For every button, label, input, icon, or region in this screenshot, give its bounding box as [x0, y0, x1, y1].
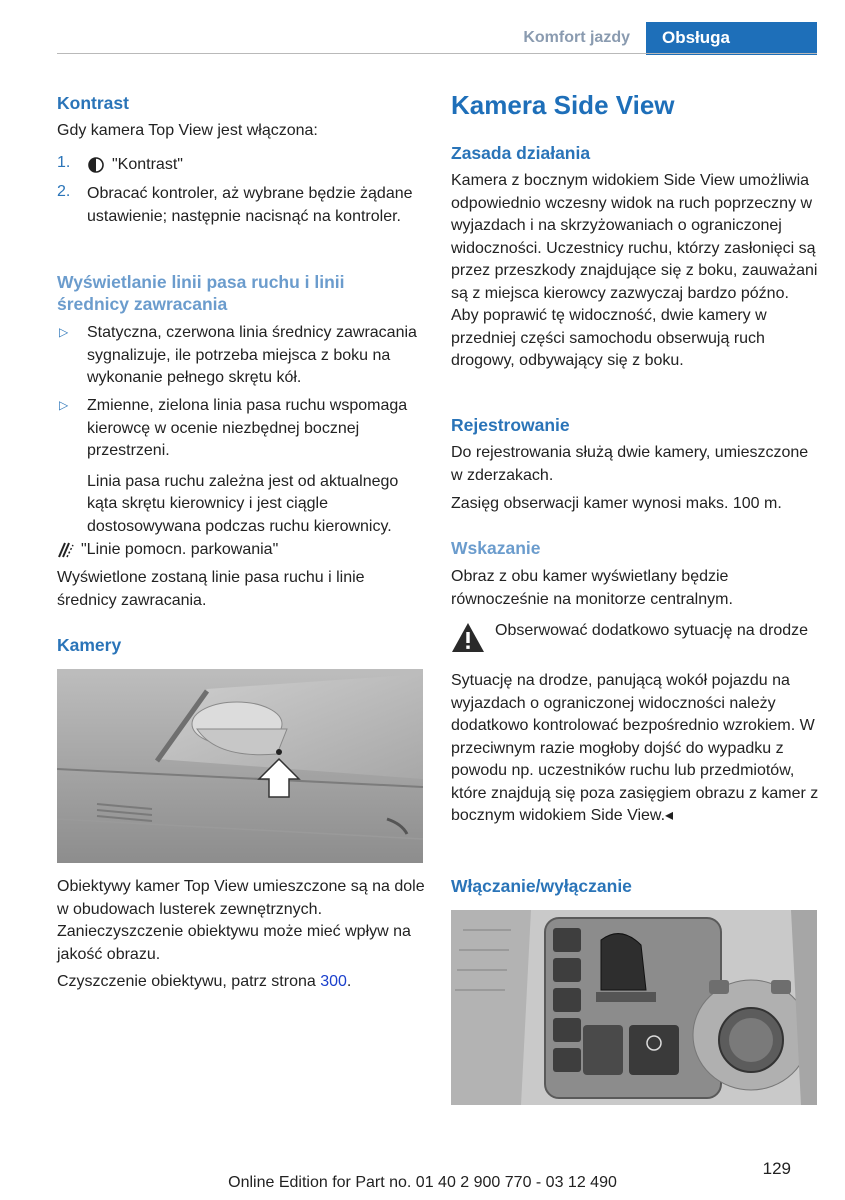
bullet-2-continuation: Linia pasa ruchu zależna jest od aktualnego kąta skrętu kierownicy i jest ciągle dostosowywana podczas ruchu kierownicy. — [87, 472, 399, 535]
header-section-title: Komfort jazdy — [523, 29, 630, 46]
cleaning-reference — [57, 971, 425, 994]
bullet-triangle-icon: ▷ — [59, 325, 69, 339]
side-mirror-camera-photo — [57, 669, 423, 863]
warning-box — [451, 620, 819, 668]
cameras-heading: Kamery — [57, 635, 122, 655]
step-2-text: Obracać kontroler, aż wybrane będzie żądane ustawienie; następnie nacisnąć na kontroler. — [87, 185, 413, 225]
footer-edition: Online Edition for Part no. 01 40 2 900 770 - 03 12 490 — [228, 1174, 617, 1191]
display-text: Obraz z obu kamer wyświetlany będzie równocześnie na monitorze centralnym. — [451, 568, 733, 608]
parking-lines-item — [57, 539, 425, 563]
recording-text-2: Zasięg obserwacji kamer wynosi maks. 100 m. — [451, 495, 782, 512]
contrast-icon — [88, 157, 104, 178]
bullet-1 — [57, 322, 425, 390]
lines-result-text: Wyświetlone zostaną linie pasa ruchu i linie średnicy zawracania. — [57, 569, 365, 609]
step-1-text: "Kontrast" — [112, 156, 183, 173]
onoff-heading: Włączanie/wyłączanie — [451, 876, 632, 896]
cleaning-suffix: . — [346, 973, 352, 990]
side-view-title: Kamera Side View — [451, 90, 675, 120]
recording-text-1: Do rejestrowania służą dwie kamery, umieszczone w zderzakach. — [451, 444, 809, 484]
page-number: 129 — [762, 1159, 791, 1178]
parking-lines-icon — [57, 541, 77, 564]
display-heading: Wskazanie — [451, 538, 541, 558]
warning-triangle-icon — [451, 622, 485, 658]
principle-text: Kamera z bocznym widokiem Side View umożliwia odpowiednio wczesny widok na ruch poprzeczny w wyjazdach i na skrzyżowaniach o ograniczonej widoczności. Uczestnicy ruchu, którzy zasłonięci są przez przeszkody znajdujące się z boku, zauważani są z miejsca kierowcy zazwyczaj bardzo późno. Aby poprawić tę widoczność, dwie kamery w przedniej części samochodu obserwują ruch drogowy, odbywający się z boku. — [451, 172, 818, 369]
header-divider — [57, 53, 817, 54]
step-2-number: 2. — [57, 183, 71, 200]
kontrast-intro: Gdy kamera Top View jest włączona: — [57, 122, 318, 139]
bullet-2-text: Zmienne, zielona linia pasa ruchu wspomaga kierowcę w ocenie niezbędnej bocznej przestrzeni. — [87, 397, 408, 459]
warning-title: Obserwować dodatkowo sytuację na drodze — [495, 622, 809, 639]
cleaning-prefix: Czyszczenie obiektywu, patrz strona — [57, 973, 321, 990]
header-tab: Obsługa — [646, 22, 817, 55]
recording-heading: Rejestrowanie — [451, 415, 570, 435]
lines-heading: Wyświetlanie linii pasa ruchu i linii średnicy zawracania — [57, 272, 345, 314]
kontrast-heading: Kontrast — [57, 93, 129, 113]
bullet-2 — [57, 395, 425, 538]
step-1 — [57, 154, 425, 178]
step-2 — [57, 183, 425, 228]
cameras-text: Obiektywy kamer Top View umieszczone są na dole w obudowach lusterek zewnętrznych. Zanieczyszczenie obiektywu może mieć wpływ na jakość obrazu. — [57, 878, 425, 963]
center-console-photo — [451, 910, 817, 1105]
page-300-link[interactable]: 300 — [320, 973, 347, 990]
parking-lines-text: "Linie pomocn. parkowania" — [81, 541, 279, 558]
principle-heading: Zasada działania — [451, 143, 591, 163]
bullet-triangle-icon: ▷ — [59, 398, 69, 412]
bullet-1-text: Statyczna, czerwona linia średnicy zawracania sygnalizuje, ile potrzeba miejsca z boku na wykonanie pełnego skrętu kół. — [87, 324, 417, 386]
step-1-number: 1. — [57, 154, 71, 171]
warning-text: Sytuację na drodze, panującą wokół pojazdu na wyjazdach o ograniczonej widoczności należy dodatkowo kontrolować bezpośrednio wzrokiem. W przeciwnym razie mogłoby dojść do wypadku z powodu np. uczestników ruchu lub przedmiotów, które znajdują się poza zasięgiem obrazu z kamer z bocznym widokiem Side View.◂ — [451, 672, 819, 824]
